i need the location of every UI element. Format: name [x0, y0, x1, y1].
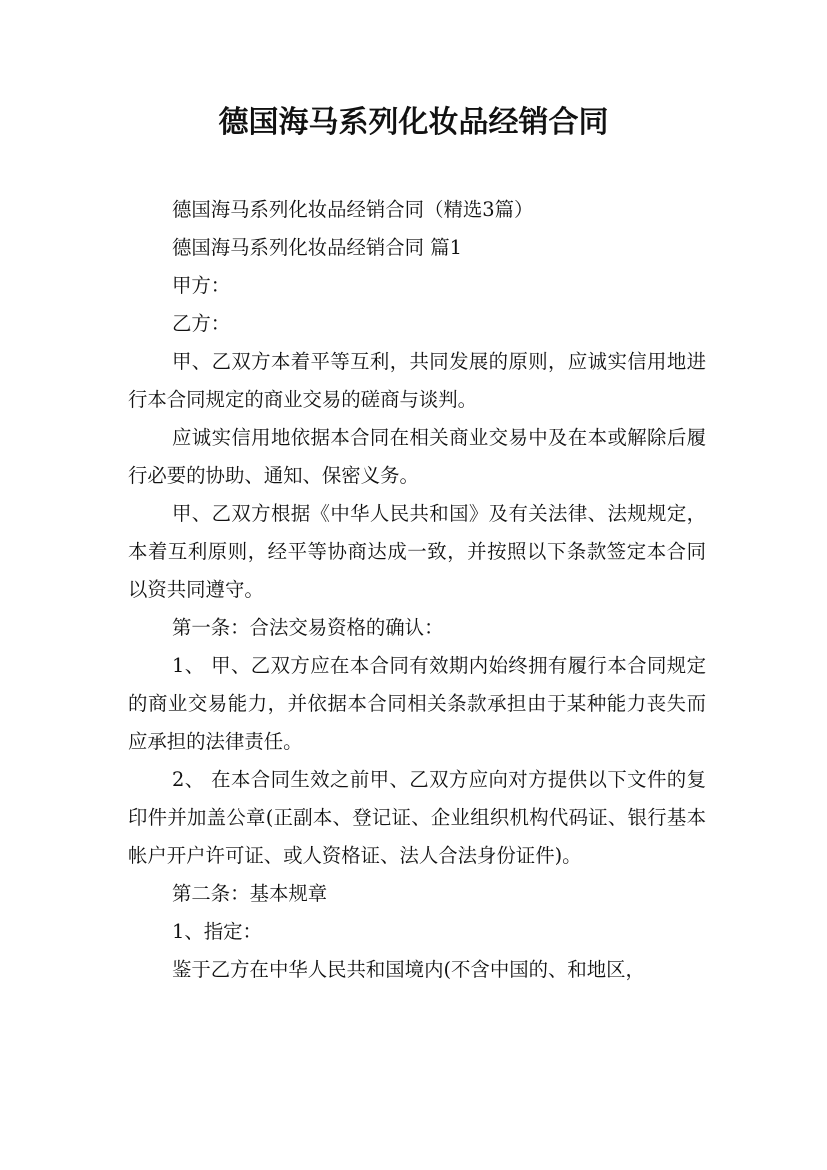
paragraph-basis: 甲、乙双方根据《中华人民共和国》及有关法律、法规规定，本着互利原则，经平等协商达成一致，并按照以下条款签定本合同以资共同遵守。: [128, 502, 706, 601]
paragraph-obligations: 应诚实信用地依据本合同在相关商业交易中及在本或解除后履行必要的协助、通知、保密义务。: [128, 426, 706, 487]
paragraph-article-1: 第一条：合法交易资格的确认：: [172, 616, 444, 639]
paragraph-principles: 甲、乙双方本着平等互利，共同发展的原则，应诚实信用地进行本合同规定的商业交易的磋商与谈判。: [128, 350, 706, 411]
paragraph-designation: 鉴于乙方在中华人民共和国境内(不含中国的、和地区，: [172, 958, 645, 981]
document-title: 德国海马系列化妆品经销合同: [218, 105, 609, 140]
paragraph-article-2: 第二条：基本规章: [172, 882, 328, 905]
paragraph-section-heading: 德国海马系列化妆品经销合同 篇1: [172, 236, 462, 259]
paragraph-clause-1-2: 2、 在本合同生效之前甲、乙双方应向对方提供以下文件的复印件并加盖公章(正副本、登记证、企业组织机构代码证、银行基本帐户开户许可证、或人资格证、法人合法身份证件)。: [128, 768, 706, 867]
paragraph-clause-1-1: 1、 甲、乙双方应在本合同有效期内始终拥有履行本合同规定的商业交易能力，并依据本合同相关条款承担由于某种能力丧失而应承担的法律责任。: [128, 654, 706, 753]
paragraph-subtitle: 德国海马系列化妆品经销合同（精选3篇）: [172, 198, 534, 221]
paragraph-clause-2-1: 1、指定：: [172, 920, 262, 943]
paragraph-party-b: 乙方：: [172, 312, 231, 335]
document-body: [128, 191, 706, 989]
paragraph-party-a: 甲方：: [172, 274, 231, 297]
